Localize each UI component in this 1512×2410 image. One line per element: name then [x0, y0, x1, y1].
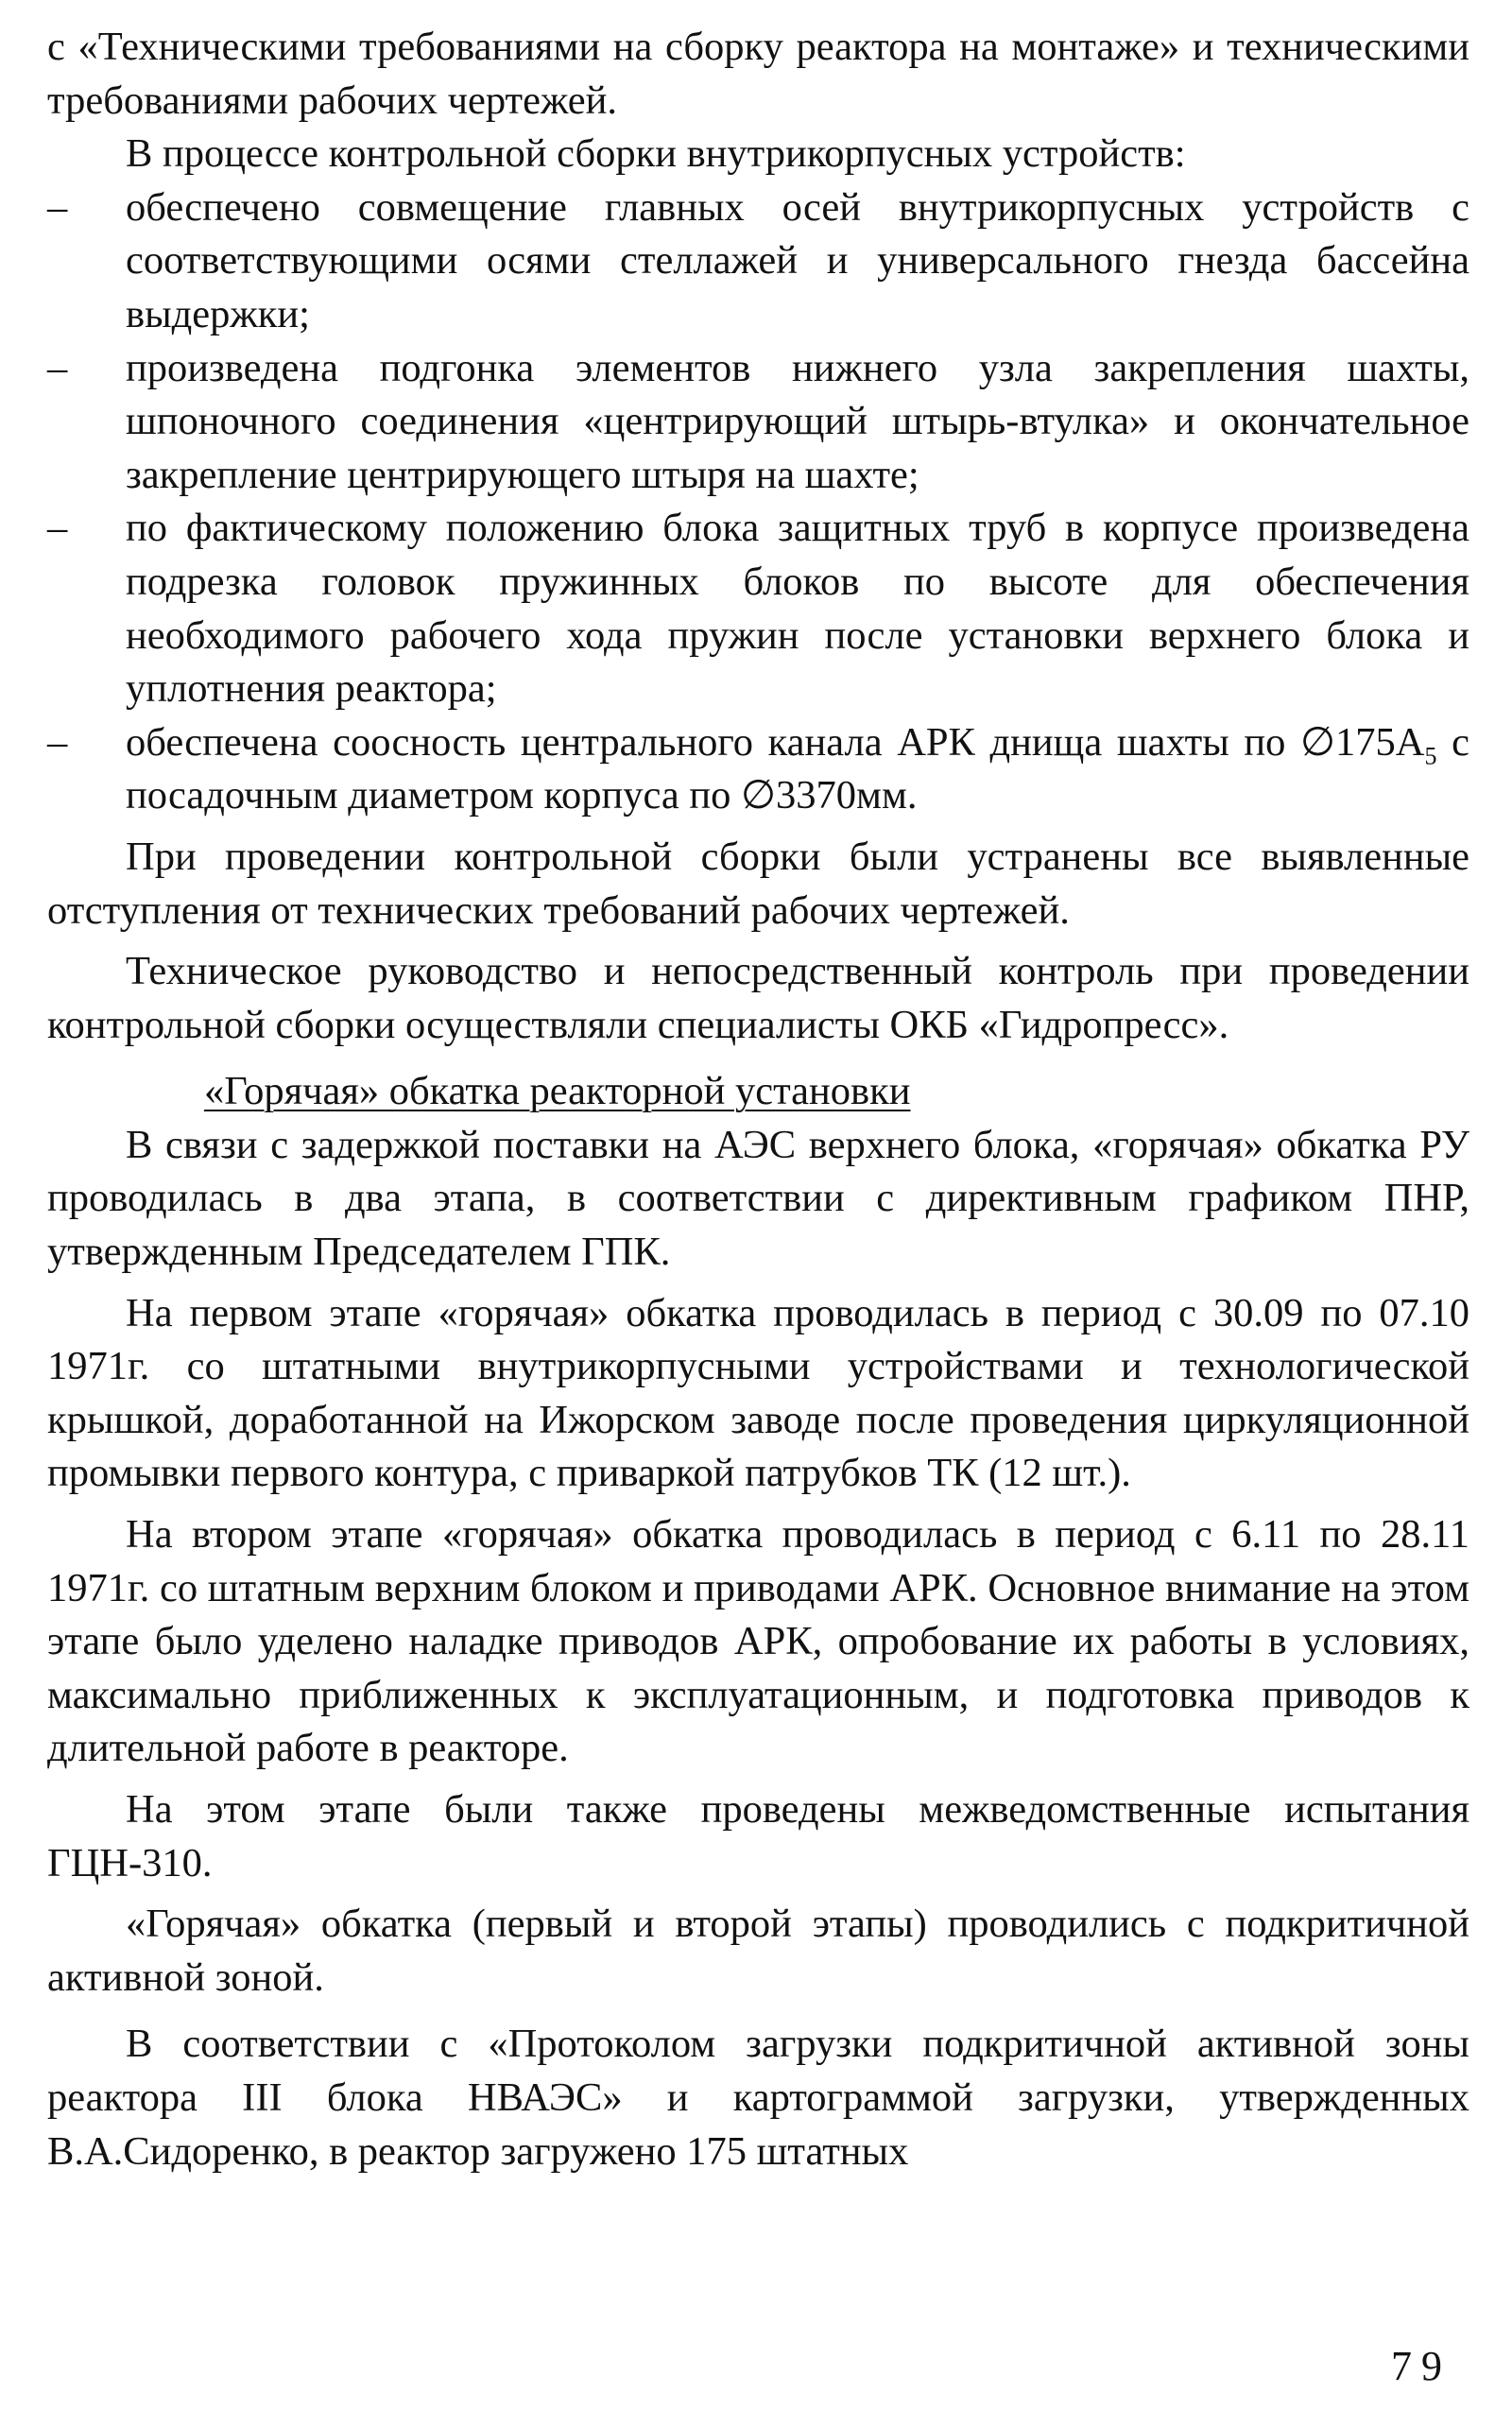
list-item — [47, 181, 1469, 342]
dash-marker: – — [47, 719, 68, 765]
paragraph: На этом этапе были также проведены межведомственные испытания ГЦН-310. — [47, 1787, 1469, 1885]
paragraph: В соответствии с «Протоколом загрузки подкритичной активной зоны реактора III блока НВАЭС» и картограммой загрузки, утвержденных В.А.Сидоренко, в реактор загружено 175 штатных — [47, 2022, 1469, 2174]
list-item — [47, 716, 1469, 823]
paragraph: На первом этапе «горячая» обкатка проводилась в период с 30.09 по 07.10 1971г. со штатными внутрикорпусными устройствами и технологической крышкой, доработанной на Ижорском заводе после проведения циркуляционной промывки первого контура, с приваркой патрубков ТК (12 шт.). — [47, 1290, 1469, 1496]
paragraph: «Горячая» обкатка (первый и второй этапы) проводились с подкритичной активной зоной. — [47, 1902, 1469, 2000]
page-body — [47, 21, 1469, 2178]
paragraph: При проведении контрольной сборки были устранены все выявленные отступления от технических требований рабочих чертежей. — [47, 834, 1469, 933]
list-item-text-a: обеспечена соосность центрального канала АРК днища шахты по ∅175А — [126, 719, 1425, 765]
dash-marker: – — [47, 506, 68, 551]
subscript: 5 — [1424, 742, 1437, 770]
paragraph: В связи с задержкой поставки на АЭС верхнего блока, «горячая» обкатка РУ проводилась в два этапа, в соответствии с директивным графиком ПНР, утвержденным Председателем ГПК. — [47, 1122, 1469, 1275]
list-item-text: произведена подгонка элементов нижнего узла закрепления шахты, шпоночного соединения «центрирующий штырь-втулка» и окончательное закрепление центрирующего штыря на шахте; — [126, 345, 1469, 497]
paragraph: с «Техническими требованиями на сборку реактора на монтаже» и техническими требованиями рабочих чертежей. — [47, 25, 1469, 123]
page-number: 79 — [1391, 2343, 1452, 2389]
dash-marker: – — [47, 345, 68, 390]
list-item-text: по фактическому положению блока защитных труб в корпусе произведена подрезка головок пружинных блоков по высоте для обеспечения необходимого рабочего хода пружин после установки верхнего блока и уплотнения реактора; — [126, 506, 1469, 712]
list-item — [47, 502, 1469, 715]
paragraph: На втором этапе «горячая» обкатка проводилась в период с 6.11 по 28.11 1971г. со штатным верхним блоком и приводами АРК. Основное внимание на этом этапе было уделено наладке приводов АРК, опробование их работы в условиях, максимально приближенных к эксплуатационным, и подготовка приводов к длительной работе в реакторе. — [47, 1512, 1469, 1771]
paragraph: В процессе контрольной сборки внутрикорпусных устройств: — [126, 131, 1186, 177]
list-item-text: обеспечено совмещение главных осей внутрикорпусных устройств с соответствующими осями стеллажей и универсального гнезда бассейна выдержки; — [126, 184, 1469, 336]
section-heading: «Горячая» обкатка реакторной установки — [204, 1069, 911, 1114]
paragraph: Техническое руководство и непосредственный контроль при проведении контрольной сборки осуществляли специалисты ОКБ «Гидропресс». — [47, 949, 1469, 1047]
list-item — [47, 342, 1469, 503]
dash-marker: – — [47, 184, 68, 230]
section-heading-line — [47, 1065, 1469, 1119]
list-item-text-b: с посадочным диаметром корпуса по ∅3370мм. — [126, 719, 1469, 818]
